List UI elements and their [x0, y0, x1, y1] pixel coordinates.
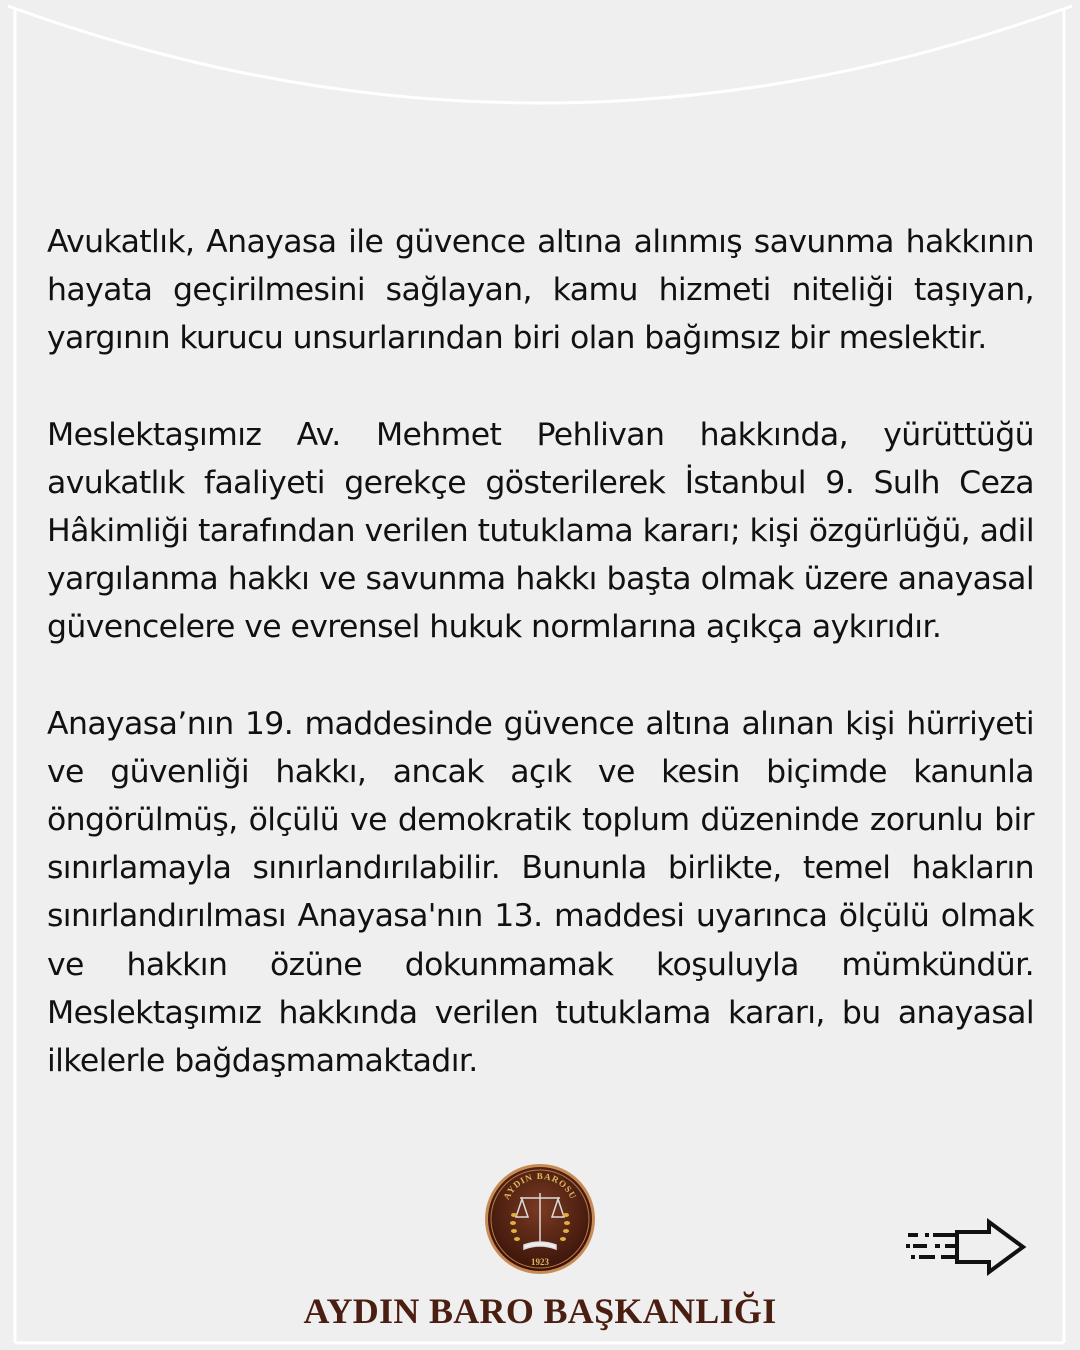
aydin-barosu-logo	[484, 1163, 596, 1275]
paragraph-1: Avukatlık, Anayasa ile güvence altına alınmış savunma hakkının hayata geçirilmesini sağlayan, kamu hizmeti niteliği taşıyan, yargının kurucu unsurlarından biri olan bağımsız bir meslektir.	[47, 224, 1034, 357]
footer-title: AYDIN BARO BAŞKANLIĞI	[303, 1291, 777, 1331]
paragraph-3: Anayasa’nın 19. maddesinde güvence altına alınan kişi hürriyeti ve güvenliği hakkı, ancak açık ve kesin biçimde kanunla öngörülmüş, ölçülü ve demokratik toplum düzeninde zorunlu bir sınırlamayla sınırlandırılabilir. Bununla birlikte, temel hakların sınırlandırılması Anayasa'nın 13. maddesi uyarınca ölçülü olmak ve hakkın özüne dokunmamak koşuluyla mümkündür. Meslektaşımız hakkında verilen tutuklama kararı, bu anayasal ilkelerle bağdaşmamaktadır.	[47, 705, 1034, 1080]
arrow-right-icon[interactable]	[905, 1218, 1030, 1276]
statement-body	[47, 218, 1034, 1133]
svg-text:AYDIN BAROSU: AYDIN BAROSU	[501, 1170, 579, 1202]
paragraph-2: Meslektaşımız Av. Mehmet Pehlivan hakkında, yürüttüğü avukatlık faaliyeti gerekçe gösterilerek İstanbul 9. Sulh Ceza Hâkimliği tarafından verilen tutuklama kararı; kişi özgürlüğü, adil yargılanma hakkı ve savunma hakkı başta olmak üzere anayasal güvencelere ve evrensel hukuk normlarına açıkça aykırıdır.	[47, 416, 1034, 646]
svg-text:1923: 1923	[531, 1257, 549, 1267]
